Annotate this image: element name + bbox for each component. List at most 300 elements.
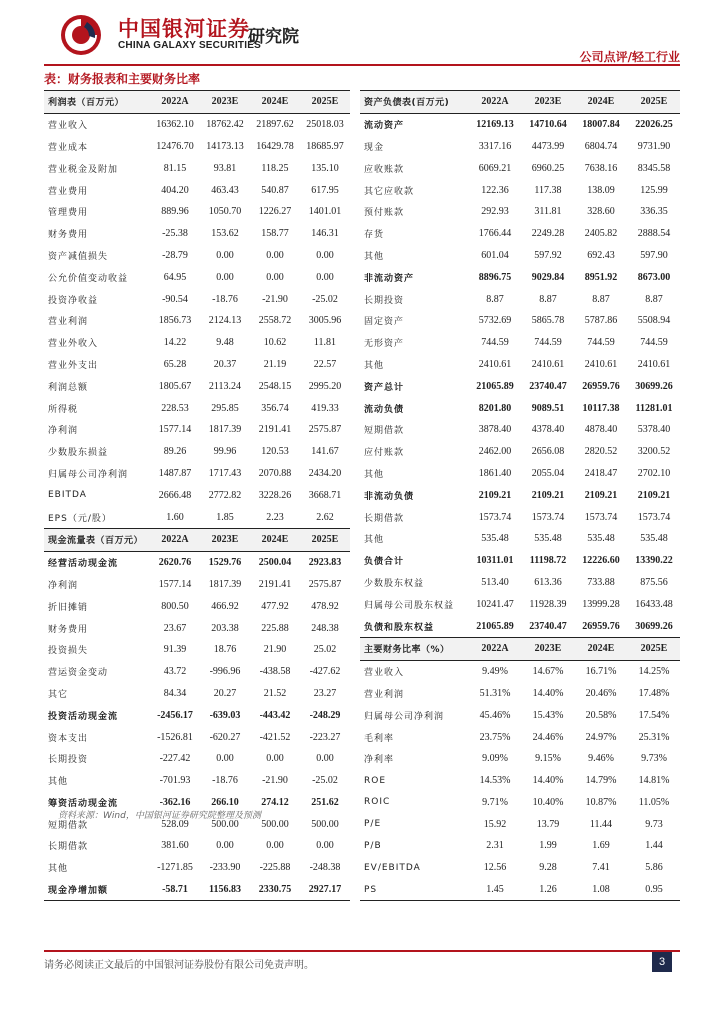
cell-value: 2558.72 bbox=[258, 315, 292, 327]
table-header-row bbox=[360, 91, 680, 114]
cell-value: -25.02 bbox=[312, 293, 338, 305]
row-label: PS bbox=[360, 879, 468, 901]
cell-value: 11.05% bbox=[638, 796, 670, 808]
row-label: 经营活动现金流 bbox=[48, 559, 119, 570]
table-row bbox=[44, 310, 350, 332]
cell-value: -233.90 bbox=[209, 862, 241, 874]
cell-value: 5732.69 bbox=[478, 315, 512, 327]
row-label: 长期投资 bbox=[48, 755, 89, 766]
cell-value: 16.71% bbox=[585, 666, 617, 678]
cell-value: -438.58 bbox=[259, 666, 291, 678]
cell-value: 535.48 bbox=[587, 533, 615, 545]
row-label: 营业利润 bbox=[364, 689, 405, 700]
table-row bbox=[44, 506, 350, 528]
cell-value: 141.67 bbox=[311, 446, 339, 458]
row-label: 无形资产 bbox=[364, 339, 405, 350]
table-row bbox=[360, 397, 680, 419]
cell-value: 18762.42 bbox=[206, 119, 244, 131]
cell-value: 8.87 bbox=[539, 293, 557, 305]
cell-value: 266.10 bbox=[211, 796, 239, 808]
table-row bbox=[360, 879, 680, 901]
table-row bbox=[44, 748, 350, 770]
year-header: 2024E bbox=[574, 637, 628, 660]
table-row bbox=[360, 660, 680, 682]
cell-value: 1.44 bbox=[645, 840, 663, 852]
cell-value: 15.92 bbox=[483, 818, 507, 830]
table-row bbox=[360, 770, 680, 792]
row-label: 现金 bbox=[364, 142, 385, 153]
cell-value: 9.48 bbox=[216, 337, 234, 349]
row-label: 长期借款 bbox=[48, 842, 89, 853]
row-label: 净利率 bbox=[364, 755, 395, 766]
cell-value: 14.22 bbox=[163, 337, 187, 349]
cell-value: 64.95 bbox=[163, 271, 187, 283]
company-name-cn: 中国银河证券 bbox=[118, 17, 250, 41]
year-header: 2024E bbox=[574, 91, 628, 114]
cell-value: 1487.87 bbox=[158, 467, 192, 479]
cell-value: 1.69 bbox=[592, 840, 610, 852]
cell-value: -427.62 bbox=[309, 666, 341, 678]
year-header: 2023E bbox=[522, 637, 574, 660]
cell-value: 1529.76 bbox=[208, 557, 242, 569]
table-row bbox=[44, 835, 350, 857]
cell-value: 744.59 bbox=[481, 337, 509, 349]
report-type: 公司点评/轻工行业 bbox=[579, 50, 680, 64]
cell-value: 3668.71 bbox=[308, 489, 342, 501]
cell-value: 3228.26 bbox=[258, 489, 292, 501]
cell-value: 2405.82 bbox=[584, 228, 618, 240]
row-label: 公允价值变动收益 bbox=[48, 273, 129, 284]
cell-value: 2702.10 bbox=[637, 467, 671, 479]
cell-value: 1766.44 bbox=[478, 228, 512, 240]
department-label: 研究院 bbox=[248, 27, 299, 47]
table-row bbox=[360, 528, 680, 550]
cell-value: 2923.83 bbox=[308, 557, 342, 569]
cell-value: 135.10 bbox=[311, 162, 339, 174]
cell-value: 93.81 bbox=[213, 162, 237, 174]
cell-value: 2888.54 bbox=[637, 228, 671, 240]
cell-value: 6960.25 bbox=[531, 162, 565, 174]
table-row bbox=[44, 704, 350, 726]
row-label: 负债和股东权益 bbox=[364, 622, 435, 633]
cell-value: 2109.21 bbox=[531, 489, 565, 501]
cell-value: -996.96 bbox=[209, 666, 241, 678]
cell-value: 2070.88 bbox=[258, 467, 292, 479]
year-header: 2025E bbox=[300, 528, 350, 551]
cell-value: 21065.89 bbox=[476, 380, 514, 392]
table-row bbox=[360, 179, 680, 201]
table-row bbox=[44, 419, 350, 441]
cell-value: 2927.17 bbox=[300, 879, 350, 901]
cell-value: 1856.73 bbox=[158, 315, 192, 327]
row-label: 其它应收款 bbox=[364, 186, 415, 197]
cell-value: 5508.94 bbox=[637, 315, 671, 327]
table-row bbox=[44, 661, 350, 683]
cell-value: 1577.14 bbox=[158, 578, 192, 590]
cell-value: 1401.01 bbox=[308, 206, 342, 218]
cell-value: 17.54% bbox=[638, 709, 670, 721]
table-row bbox=[44, 375, 350, 397]
cell-value: 14.25% bbox=[638, 666, 670, 678]
row-label: 其他 bbox=[364, 535, 385, 546]
row-label: 管理费用 bbox=[48, 208, 89, 219]
cell-value: 9.46% bbox=[588, 753, 614, 765]
cell-value: 528.09 bbox=[161, 818, 189, 830]
table-row bbox=[44, 463, 350, 485]
row-label: 其他 bbox=[48, 864, 69, 875]
cell-value: 2548.15 bbox=[258, 380, 292, 392]
row-label: 营运资金变动 bbox=[48, 668, 109, 679]
cell-value: -1271.85 bbox=[157, 862, 193, 874]
cell-value: 51.31% bbox=[479, 687, 511, 699]
row-label: 预付账款 bbox=[364, 208, 405, 219]
cell-value: 9.73% bbox=[641, 753, 667, 765]
cell-value: 1817.39 bbox=[208, 424, 242, 436]
cell-value: 744.59 bbox=[587, 337, 615, 349]
cell-value: 18007.84 bbox=[582, 119, 620, 131]
row-label: 短期借款 bbox=[48, 820, 89, 831]
table-row bbox=[44, 770, 350, 792]
cell-value: 4473.99 bbox=[531, 140, 565, 152]
cell-value: 478.92 bbox=[311, 600, 339, 612]
cell-value: 1573.74 bbox=[531, 511, 565, 523]
row-label: 资产减值损失 bbox=[48, 251, 109, 262]
cell-value: 7638.16 bbox=[584, 162, 618, 174]
row-label: 长期投资 bbox=[364, 295, 405, 306]
cell-value: 535.48 bbox=[534, 533, 562, 545]
table-row bbox=[360, 748, 680, 770]
cell-value: 13999.28 bbox=[582, 598, 620, 610]
year-header: 2023E bbox=[200, 91, 250, 114]
row-label: 应收账款 bbox=[364, 164, 405, 175]
row-label: 营业收入 bbox=[364, 668, 405, 679]
cell-value: 617.95 bbox=[311, 184, 339, 196]
cell-value: 601.04 bbox=[481, 249, 509, 261]
cell-value: 125.99 bbox=[640, 184, 668, 196]
year-header: 2025E bbox=[628, 637, 680, 660]
cell-value: 5787.86 bbox=[584, 315, 618, 327]
cell-value: -225.88 bbox=[259, 862, 291, 874]
table-row bbox=[360, 835, 680, 857]
cell-value: 336.35 bbox=[640, 206, 668, 218]
row-label: 筹资活动现金流 bbox=[48, 798, 119, 809]
cell-value: 8673.00 bbox=[637, 271, 671, 283]
cell-value: 0.00 bbox=[316, 753, 334, 765]
page-header bbox=[0, 0, 724, 70]
row-label: 长期借款 bbox=[364, 513, 405, 524]
cell-value: 535.48 bbox=[640, 533, 668, 545]
cell-value: -21.90 bbox=[262, 775, 288, 787]
cell-value: 10311.01 bbox=[476, 555, 514, 567]
cell-value: 2.31 bbox=[486, 840, 504, 852]
table-row bbox=[360, 288, 680, 310]
row-label: P/B bbox=[364, 840, 382, 851]
row-label: 负债合计 bbox=[364, 557, 405, 568]
cell-value: 10117.38 bbox=[582, 402, 620, 414]
table-row bbox=[44, 179, 350, 201]
cell-value: 120.53 bbox=[261, 446, 289, 458]
cell-value: 2249.28 bbox=[531, 228, 565, 240]
table-row bbox=[44, 113, 350, 135]
page-number: 3 bbox=[652, 952, 672, 972]
cell-value: 1050.70 bbox=[208, 206, 242, 218]
cell-value: 138.09 bbox=[587, 184, 615, 196]
cell-value: 11.81 bbox=[313, 337, 337, 349]
table-row bbox=[360, 419, 680, 441]
cell-value: 99.96 bbox=[213, 446, 237, 458]
year-header: 2025E bbox=[628, 91, 680, 114]
cell-value: -18.76 bbox=[212, 775, 238, 787]
cell-value: 9.73 bbox=[645, 818, 663, 830]
table-row bbox=[44, 354, 350, 376]
cell-value: 5.86 bbox=[645, 862, 663, 874]
row-label: 所得税 bbox=[48, 404, 79, 415]
cell-value: 11281.01 bbox=[635, 402, 673, 414]
row-label: 流动负债 bbox=[364, 404, 405, 415]
cell-value: 23740.47 bbox=[529, 380, 567, 392]
cell-value: 2.62 bbox=[316, 511, 334, 523]
table-row bbox=[360, 792, 680, 814]
cell-value: 43.72 bbox=[163, 666, 187, 678]
cell-value: 13.79 bbox=[536, 818, 560, 830]
cell-value: 18.76 bbox=[213, 644, 237, 656]
cell-value: 1805.67 bbox=[158, 380, 192, 392]
table-row bbox=[360, 857, 680, 879]
cell-value: 1226.27 bbox=[258, 206, 292, 218]
cell-value: 9731.90 bbox=[637, 140, 671, 152]
cell-value: 2191.41 bbox=[258, 578, 292, 590]
cell-value: 5378.40 bbox=[637, 424, 671, 436]
section-title: 利润表（百万元） bbox=[44, 91, 150, 114]
cell-value: 0.00 bbox=[216, 271, 234, 283]
cell-value: 1573.74 bbox=[637, 511, 671, 523]
table-row bbox=[44, 288, 350, 310]
cell-value: 7.41 bbox=[592, 862, 610, 874]
cell-value: 8.87 bbox=[592, 293, 610, 305]
row-label: 净利润 bbox=[48, 426, 79, 437]
cell-value: 535.48 bbox=[481, 533, 509, 545]
row-label: 短期借款 bbox=[364, 426, 405, 437]
cell-value: 158.77 bbox=[261, 228, 289, 240]
table-header-row bbox=[44, 528, 350, 551]
cell-value: 2410.61 bbox=[637, 358, 671, 370]
row-label: 其它 bbox=[48, 689, 69, 700]
cell-value: 463.43 bbox=[211, 184, 239, 196]
row-label: 非流动负债 bbox=[364, 491, 415, 502]
cell-value: 0.00 bbox=[316, 840, 334, 852]
cell-value: 9.15% bbox=[535, 753, 561, 765]
cell-value: 597.90 bbox=[640, 249, 668, 261]
cell-value: 13390.22 bbox=[635, 555, 673, 567]
cell-value: 9.71% bbox=[482, 796, 508, 808]
cell-value: -58.71 bbox=[150, 879, 200, 901]
cell-value: 311.81 bbox=[534, 206, 562, 218]
cell-value: 404.20 bbox=[161, 184, 189, 196]
cell-value: 81.15 bbox=[163, 162, 187, 174]
cell-value: 16433.48 bbox=[635, 598, 673, 610]
cell-value: 26959.76 bbox=[582, 380, 620, 392]
cell-value: 30699.26 bbox=[635, 620, 673, 632]
cell-value: 21065.89 bbox=[476, 620, 514, 632]
cell-value: 2109.21 bbox=[637, 489, 671, 501]
cell-value: -90.54 bbox=[162, 293, 188, 305]
cell-value: 889.96 bbox=[161, 206, 189, 218]
right-financial-table bbox=[360, 90, 680, 901]
row-label: 归属母公司净利润 bbox=[364, 711, 445, 722]
table-row bbox=[44, 245, 350, 267]
cell-value: -639.03 bbox=[209, 709, 241, 721]
table-row bbox=[360, 506, 680, 528]
cell-value: 118.25 bbox=[261, 162, 289, 174]
table-row bbox=[360, 375, 680, 397]
year-header: 2022A bbox=[150, 91, 200, 114]
cell-value: 692.43 bbox=[587, 249, 615, 261]
table-row bbox=[360, 245, 680, 267]
cell-value: 117.38 bbox=[534, 184, 562, 196]
cell-value: -2456.17 bbox=[157, 709, 193, 721]
row-label: 毛利率 bbox=[364, 733, 395, 744]
cell-value: 2772.82 bbox=[208, 489, 242, 501]
cell-value: 45.46% bbox=[479, 709, 511, 721]
cell-value: 10.62 bbox=[263, 337, 287, 349]
cell-value: 14.53% bbox=[479, 775, 511, 787]
cell-value: 2575.87 bbox=[308, 424, 342, 436]
cell-value: 3005.96 bbox=[308, 315, 342, 327]
cell-value: 2191.41 bbox=[258, 424, 292, 436]
cell-value: 3200.52 bbox=[637, 446, 671, 458]
cell-value: 1.85 bbox=[216, 511, 234, 523]
table-row bbox=[360, 593, 680, 615]
table-row bbox=[44, 266, 350, 288]
cell-value: 25.31% bbox=[638, 731, 670, 743]
table-title: 表：财务报表和主要财务比率 bbox=[44, 72, 201, 86]
cell-value: 9.09% bbox=[482, 753, 508, 765]
cell-value: 9.28 bbox=[539, 862, 557, 874]
cell-value: 22026.25 bbox=[635, 119, 673, 131]
row-label: 资产总计 bbox=[364, 382, 405, 393]
cell-value: 9089.51 bbox=[531, 402, 565, 414]
cell-value: 25018.03 bbox=[306, 119, 344, 131]
cell-value: 356.74 bbox=[261, 402, 289, 414]
table-row bbox=[44, 484, 350, 506]
cell-value: 2656.08 bbox=[531, 446, 565, 458]
cell-value: 1.08 bbox=[574, 879, 628, 901]
cell-value: 0.00 bbox=[316, 271, 334, 283]
cell-value: 21.90 bbox=[263, 644, 287, 656]
year-header: 2022A bbox=[468, 637, 522, 660]
cell-value: 2330.75 bbox=[250, 879, 300, 901]
cell-value: 1717.43 bbox=[208, 467, 242, 479]
table-row bbox=[44, 441, 350, 463]
cell-value: 20.37 bbox=[213, 358, 237, 370]
cell-value: 419.33 bbox=[311, 402, 339, 414]
cell-value: 540.87 bbox=[261, 184, 289, 196]
row-label: 营业费用 bbox=[48, 186, 89, 197]
cell-value: -620.27 bbox=[209, 731, 241, 743]
cell-value: 744.59 bbox=[640, 337, 668, 349]
row-label: 其他 bbox=[364, 251, 385, 262]
row-label: 营业成本 bbox=[48, 142, 89, 153]
cell-value: -25.02 bbox=[312, 775, 338, 787]
cell-value: 0.00 bbox=[266, 840, 284, 852]
cell-value: 16429.78 bbox=[256, 140, 294, 152]
table-row bbox=[360, 683, 680, 705]
cell-value: 25.02 bbox=[313, 644, 337, 656]
table-row bbox=[360, 441, 680, 463]
table-row bbox=[44, 595, 350, 617]
cell-value: 248.38 bbox=[311, 622, 339, 634]
cell-value: 1156.83 bbox=[200, 879, 250, 901]
cell-value: 23.27 bbox=[313, 687, 337, 699]
cell-value: 1.99 bbox=[539, 840, 557, 852]
table-header-row bbox=[360, 637, 680, 660]
row-label: 归属母公司股东权益 bbox=[364, 600, 455, 611]
cell-value: 2418.47 bbox=[584, 467, 618, 479]
cell-value: 4878.40 bbox=[584, 424, 618, 436]
row-label: 固定资产 bbox=[364, 317, 405, 328]
cell-value: 1573.74 bbox=[478, 511, 512, 523]
cell-value: 0.00 bbox=[316, 249, 334, 261]
row-label: EV/EBITDA bbox=[364, 862, 421, 873]
cell-value: 500.00 bbox=[261, 818, 289, 830]
table-row bbox=[360, 354, 680, 376]
cell-value: 0.95 bbox=[628, 879, 680, 901]
year-header: 2023E bbox=[200, 528, 250, 551]
table-row bbox=[44, 574, 350, 596]
cell-value: 1817.39 bbox=[208, 578, 242, 590]
left-financial-table bbox=[44, 90, 350, 901]
cell-value: 1577.14 bbox=[158, 424, 192, 436]
cell-value: 0.00 bbox=[266, 753, 284, 765]
table-row bbox=[44, 201, 350, 223]
table-row bbox=[360, 704, 680, 726]
cell-value: -28.79 bbox=[162, 249, 188, 261]
table-row bbox=[360, 615, 680, 637]
cell-value: 16362.10 bbox=[156, 119, 194, 131]
cell-value: 513.40 bbox=[481, 576, 509, 588]
cell-value: 800.50 bbox=[161, 600, 189, 612]
cell-value: 203.38 bbox=[211, 622, 239, 634]
footer-disclaimer: 请务必阅读正文最后的中国银河证券股份有限公司免责声明。 bbox=[44, 960, 314, 971]
cell-value: 8.87 bbox=[645, 293, 663, 305]
cell-value: 8951.92 bbox=[584, 271, 618, 283]
table-row bbox=[44, 136, 350, 158]
year-header: 2023E bbox=[522, 91, 574, 114]
cell-value: 0.00 bbox=[216, 840, 234, 852]
cell-value: 22.57 bbox=[313, 358, 337, 370]
cell-value: 597.92 bbox=[534, 249, 562, 261]
cell-value: 89.26 bbox=[163, 446, 187, 458]
cell-value: 11928.39 bbox=[529, 598, 567, 610]
cell-value: 500.00 bbox=[311, 818, 339, 830]
section-title: 主要财务比率（%） bbox=[360, 637, 468, 660]
table-row bbox=[360, 223, 680, 245]
cell-value: 3878.40 bbox=[478, 424, 512, 436]
cell-value: 10.40% bbox=[532, 796, 564, 808]
cell-value: 12476.70 bbox=[156, 140, 194, 152]
row-label: 应付账款 bbox=[364, 448, 405, 459]
table-row bbox=[360, 813, 680, 835]
row-label: 财务费用 bbox=[48, 624, 89, 635]
cell-value: 65.28 bbox=[163, 358, 187, 370]
cell-value: 18685.97 bbox=[306, 140, 344, 152]
cell-value: -21.90 bbox=[262, 293, 288, 305]
row-label: 营业外支出 bbox=[48, 360, 99, 371]
row-label: 少数股东权益 bbox=[364, 578, 425, 589]
table-row bbox=[360, 550, 680, 572]
cell-value: 875.56 bbox=[640, 576, 668, 588]
cell-value: 8201.80 bbox=[478, 402, 512, 414]
